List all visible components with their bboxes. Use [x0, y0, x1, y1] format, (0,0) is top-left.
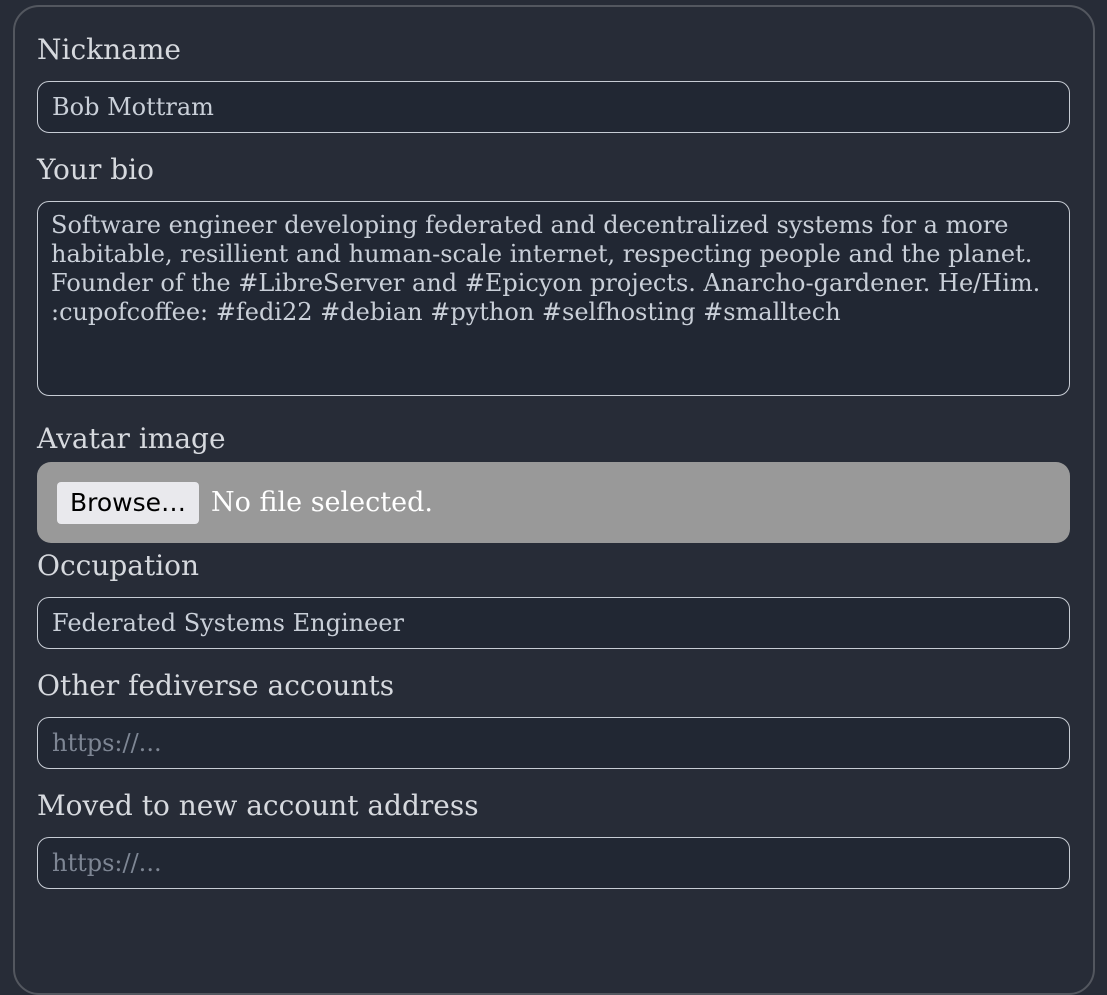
bio-textarea[interactable]: [37, 201, 1070, 396]
occupation-input[interactable]: [37, 597, 1070, 649]
other-accounts-field: [37, 667, 1070, 769]
occupation-field: [37, 547, 1070, 649]
avatar-image-label: Avatar image: [37, 422, 226, 455]
moved-account-field: [37, 787, 1070, 889]
file-status-text: No file selected.: [211, 487, 433, 518]
avatar-file-input[interactable]: [37, 462, 1070, 543]
occupation-label: Occupation: [37, 549, 200, 582]
moved-account-input[interactable]: [37, 837, 1070, 889]
browse-button[interactable]: Browse…: [57, 482, 199, 524]
profile-edit-panel: [13, 5, 1095, 995]
nickname-field: [37, 31, 1070, 133]
nickname-input[interactable]: [37, 81, 1070, 133]
moved-account-label: Moved to new account address: [37, 789, 479, 822]
nickname-label: Nickname: [37, 33, 181, 66]
other-accounts-label: Other fediverse accounts: [37, 669, 395, 702]
other-accounts-input[interactable]: [37, 717, 1070, 769]
avatar-field: [37, 420, 1070, 543]
bio-label: Your bio: [37, 153, 154, 186]
bio-field: [37, 151, 1070, 396]
